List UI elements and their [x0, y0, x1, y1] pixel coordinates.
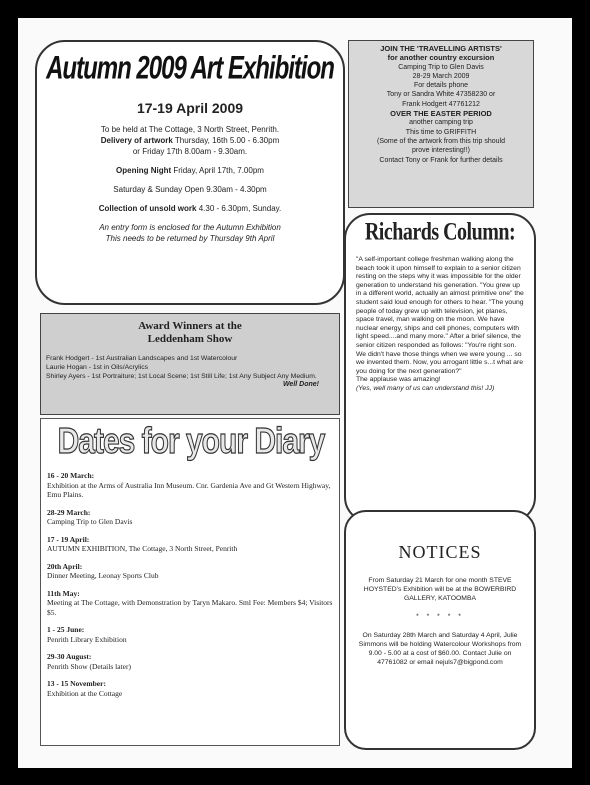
- diary-item: 1 - 25 June: Penrith Library Exhibition: [47, 625, 127, 644]
- award-list: [46, 354, 333, 381]
- travel-line: For details phone: [413, 82, 469, 90]
- exhibition-opening: Opening Night Friday, April 17th, 7.00pm: [116, 166, 264, 175]
- richards-column-body: "A self-important college freshman walking along the beach took it upon himself to explain to a senior citizen resting on the steps why it was impossible for the older generation to understand his generation. "You grew up in a different world, actually an almost primitive one" the student said loud enough for others to hear. "The young people of today grew up with television, jet planes, space travel, man walking on the moon. We have nuclear energy, ships and cell phones, computers with light speed....and many more." After a brief silence, the senior citizen responded as follows: "You're right son. We didn't have those things when we were young ... so we invented them. Now, you arrogant little s...t what are you doing for the next generation?" The applause was amazing! (Yes, well many of us can understand this! JJ): [356, 256, 524, 392]
- notices-body: [358, 577, 522, 667]
- travel-line: Contact Tony or Frank for further details: [379, 156, 503, 164]
- diary-item: 28-29 March: Camping Trip to Glen Davis: [47, 507, 133, 526]
- exhibition-entry-2: This needs to be returned by Thursday 9th April: [105, 234, 275, 243]
- award-well-done: Well Done!: [282, 381, 319, 388]
- travel-heading-2: for another country excursion: [387, 53, 495, 63]
- exhibition-title: Autumn 2009 Art Exhibition: [46, 50, 334, 87]
- award-line: Frank Hodgert - 1st Australian Landscapes and 1st Watercolour: [46, 355, 238, 362]
- diary-panel: [40, 418, 340, 746]
- award-title: Award Winners at the Leddenham Show: [138, 320, 242, 345]
- notices-separator: * * * * *: [416, 613, 464, 621]
- diary-item: 20th April: Dinner Meeting, Leonay Sports Club: [47, 561, 159, 580]
- travel-line: Frank Hodgert 47761212: [402, 100, 480, 108]
- richards-column-panel: [344, 213, 536, 523]
- richards-applause: The applause was amazing!: [356, 376, 441, 384]
- travelling-artists-panel: [348, 40, 534, 208]
- diary-title: Dates for your Diary: [57, 421, 325, 462]
- notices-panel: [344, 510, 536, 750]
- travel-line: Tony or Sandra White 47358230 or: [386, 91, 496, 99]
- richards-column-title: Richards Column:: [364, 218, 516, 246]
- travel-heading-3: OVER THE EASTER PERIOD: [390, 109, 492, 119]
- exhibition-entry-1: An entry form is enclosed for the Autumn Exhibition: [99, 223, 281, 232]
- travel-line: This time to GRIFFITH: [405, 128, 477, 136]
- notices-title: NOTICES: [398, 542, 482, 562]
- travel-line: (Some of the artwork from this trip should: [377, 137, 505, 145]
- award-line: Laurie Hogan - 1st in Oils/Acrylics: [46, 364, 148, 371]
- notice-2: On Saturday 28th March and Saturday 4 April, Julie Simmons will be holding Watercolour Workshops from 9.00 - 5.00 at a cost of $60.00. Contact Julie on 47761082 or email nejuls7@bigpond.com: [358, 632, 522, 666]
- diary-item: 13 - 15 November: Exhibition at the Cottage: [47, 679, 123, 698]
- exhibition-delivery-alt: or Friday 17th 8.00am - 9.30am.: [132, 147, 248, 156]
- diary-item: 29-30 August: Penrith Show (Details later): [47, 652, 131, 671]
- travel-line: Camping Trip to Glen Davis: [398, 63, 484, 71]
- richards-note: (Yes, well many of us can understand this! JJ): [356, 384, 495, 392]
- exhibition-venue: To be held at The Cottage, 3 North Street, Penrith.: [100, 125, 280, 134]
- diary-list: [47, 471, 335, 706]
- notice-1: From Saturday 21 March for one month STEVE HOYSTED's Exhibition will be at the BOWERBIRD GALLERY, KATOOMBA: [363, 577, 517, 602]
- diary-item: 16 - 20 March: Exhibition at the Arms of Australia Inn Museum. Cnr. Gardenia Ave and Gt Western Highway, Emu Plains.: [47, 471, 331, 499]
- exhibition-delivery: Delivery of artwork Thursday, 16th 5.00 - 6.30pm: [100, 136, 280, 145]
- travel-line: another camping trip: [409, 119, 473, 127]
- exhibition-collection: Collection of unsold work 4.30 - 6.30pm, Sunday.: [98, 204, 282, 213]
- award-winners-panel: [40, 313, 340, 415]
- exhibition-weekend: Saturday & Sunday Open 9.30am - 4.30pm: [113, 185, 267, 194]
- diary-item: 17 - 19 April: AUTUMN EXHIBITION, The Cottage, 3 North Street, Penrith: [47, 534, 238, 553]
- travel-line: prove interesting!!): [412, 147, 470, 155]
- exhibition-panel: [35, 40, 345, 305]
- travel-line: 28-29 March 2009: [412, 72, 470, 80]
- exhibition-dates: 17-19 April 2009: [136, 100, 244, 116]
- travel-heading-1: JOIN THE 'TRAVELLING ARTISTS': [380, 44, 502, 53]
- award-line: Shirley Ayers - 1st Portraiture; 1st Local Scene; 1st Still Life; 1st Any Subject Any Medium.: [46, 373, 317, 380]
- diary-item: 11th May: Meeting at The Cottage, with Demonstration by Taryn Makaro. Sml Fee: Members $4; Visitors $5.: [47, 588, 333, 617]
